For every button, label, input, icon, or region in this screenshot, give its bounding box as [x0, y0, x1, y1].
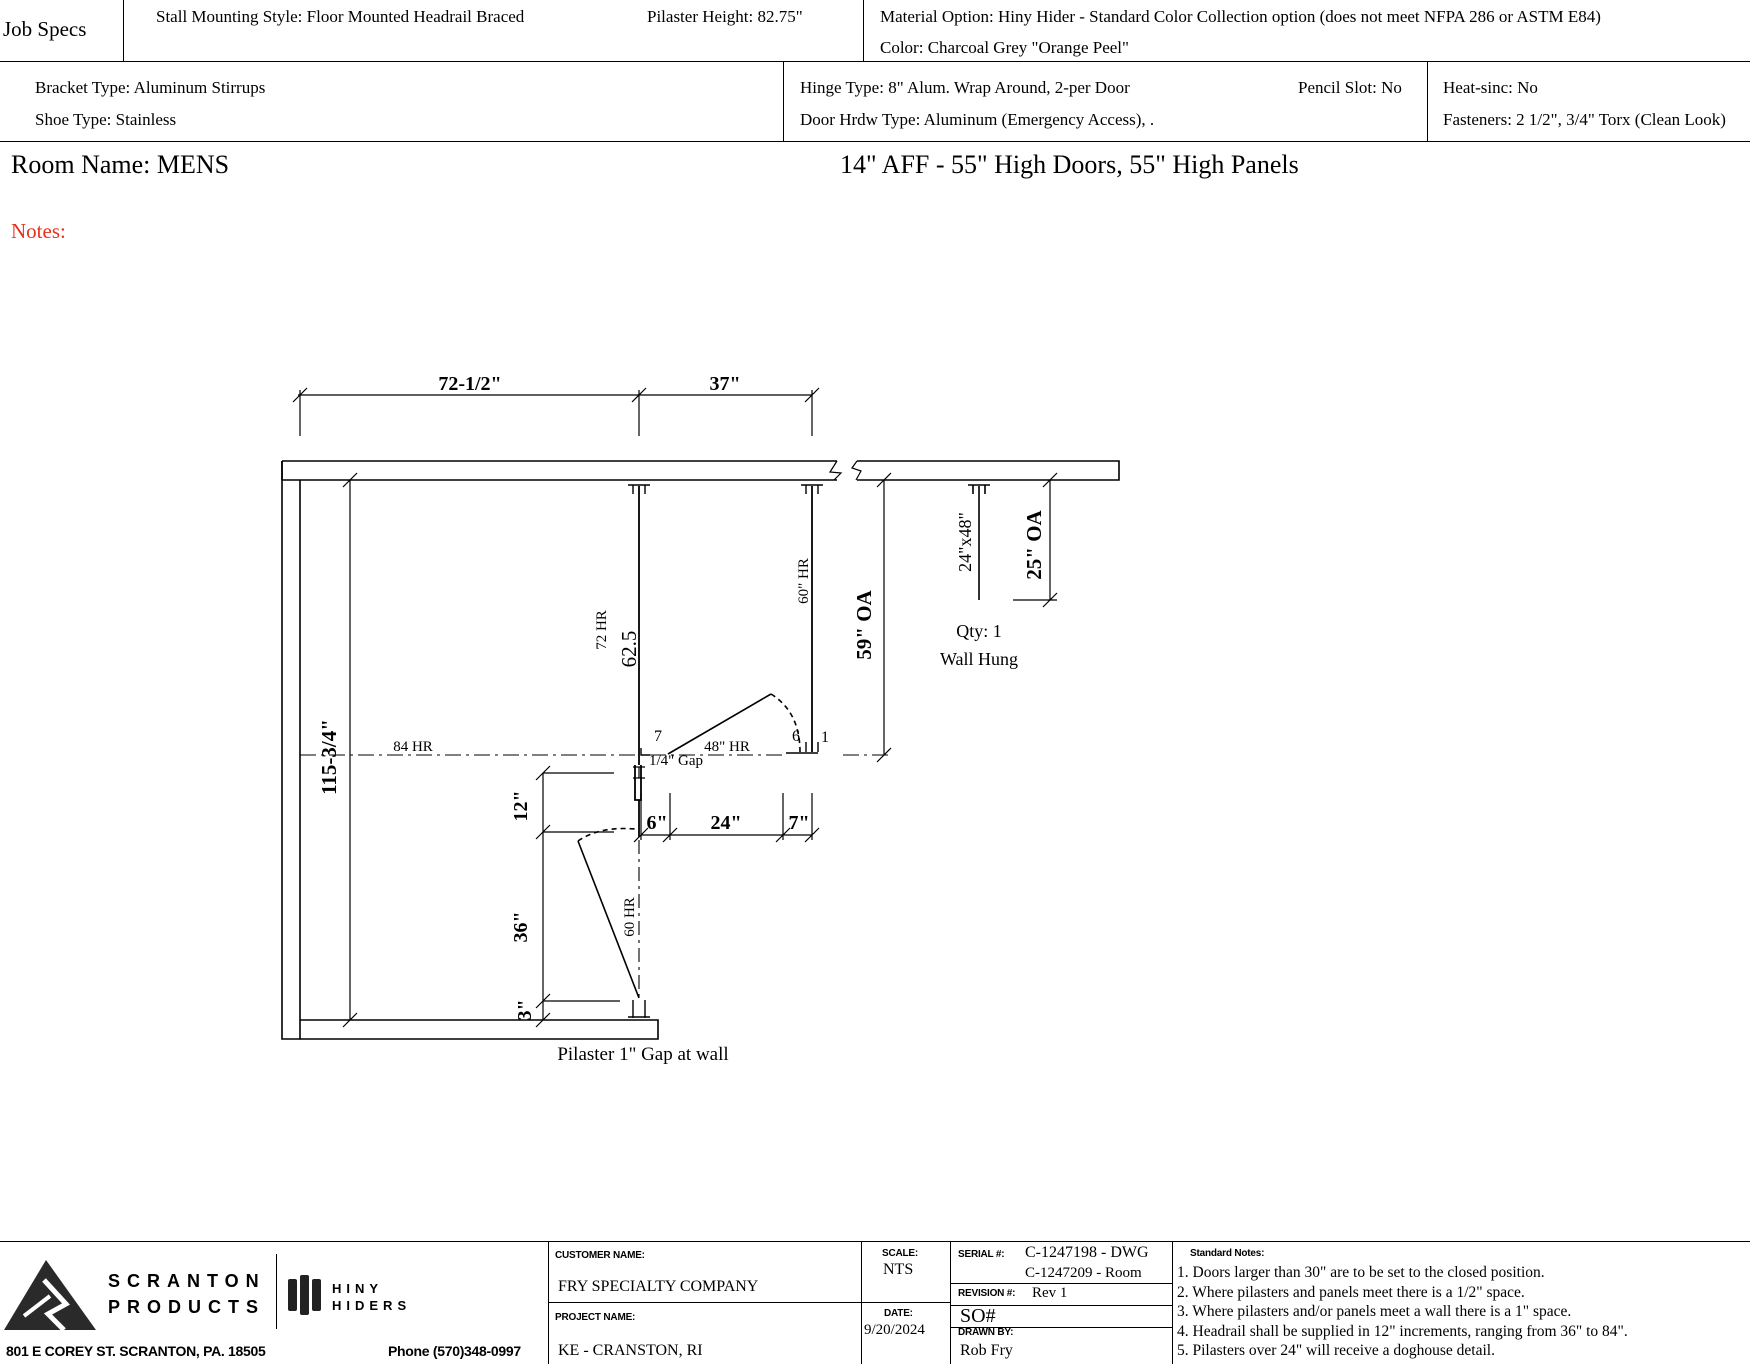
serial-room: C-1247209 - Room	[1025, 1265, 1142, 1281]
scranton-products-logo-icon	[4, 1256, 100, 1334]
room-name: Room Name: MENS	[11, 150, 230, 179]
pilaster-height: Pilaster Height: 82.75"	[647, 7, 803, 26]
company-phone: Phone (570)348-0997	[388, 1343, 521, 1359]
revision-label: REVISION #:	[958, 1288, 1016, 1299]
pilaster-72hr: 72 HR	[594, 610, 610, 650]
dim-3: 3"	[514, 999, 536, 1021]
dimension-line-12	[536, 766, 614, 839]
title-block-divider	[861, 1302, 950, 1303]
left-wall	[282, 461, 300, 1039]
customer-name: FRY SPECIALTY COMPANY	[558, 1278, 759, 1295]
title-block-divider	[950, 1283, 1172, 1284]
pilaster-foot-right	[786, 742, 818, 753]
dimension-line-top	[293, 388, 819, 436]
door-48hr: 48" HR	[704, 739, 750, 755]
drawn-by-label: DRAWN BY:	[958, 1327, 1014, 1338]
standard-notes-label: Standard Notes:	[1190, 1248, 1265, 1259]
mounting-style: Stall Mounting Style: Floor Mounted Headrail Braced	[156, 7, 525, 26]
scale-label: SCALE:	[882, 1248, 919, 1259]
dim-59-oa: 59" OA	[852, 590, 876, 660]
dim-7: 7"	[788, 812, 810, 834]
logo-divider	[276, 1254, 277, 1329]
headrail-84hr: 84 HR	[393, 739, 433, 755]
mark-7: 7	[654, 728, 662, 745]
color-spec: Color: Charcoal Grey "Orange Peel"	[880, 38, 1129, 57]
pilaster-gap-note: Pilaster 1" Gap at wall	[557, 1044, 729, 1065]
heat-sinc: Heat-sinc: No	[1443, 78, 1538, 97]
panel-62-5: 62.5	[617, 630, 641, 668]
brand-line-1: HINY	[332, 1281, 384, 1296]
title-block-divider	[1172, 1242, 1173, 1364]
dim-36: 36"	[510, 911, 532, 943]
standard-note: 1. Doors larger than 30" are to be set to the closed position.	[1177, 1264, 1545, 1281]
revision-value: Rev 1	[1032, 1285, 1068, 1301]
pilaster-foot-lower	[628, 1000, 650, 1018]
door-hardware: Door Hrdw Type: Aluminum (Emergency Access), .	[800, 110, 1155, 129]
dim-12: 12"	[510, 790, 532, 822]
pencil-slot: Pencil Slot: No	[1298, 78, 1402, 97]
dimension-line-59oa	[877, 473, 891, 762]
job-specs-label: Job Specs	[3, 17, 87, 41]
mark-6: 6	[792, 728, 800, 745]
dimension-line-left	[343, 473, 357, 1027]
hiny-hiders-logo-icon	[288, 1275, 322, 1315]
shoe-type: Shoe Type: Stainless	[35, 110, 177, 129]
serial-label: SERIAL #:	[958, 1249, 1005, 1260]
fasteners: Fasteners: 2 1/2", 3/4" Torx (Clean Look)	[1443, 110, 1726, 129]
scale-value: NTS	[883, 1261, 914, 1278]
material-option: Material Option: Hiny Hider - Standard Color Collection option (does not meet NFPA 286 or ASTM E84)	[880, 7, 1601, 26]
dim-25-oa: 25" OA	[1022, 510, 1046, 580]
urinal-mount: Wall Hung	[939, 649, 1019, 669]
dim-24: 24"	[710, 812, 742, 834]
standard-note: 2. Where pilasters and panels meet there is a 1/2" space.	[1177, 1283, 1525, 1301]
dim-115-3-4: 115-3/4"	[317, 719, 341, 795]
dim-37: 37"	[709, 373, 741, 395]
project-name-label: PROJECT NAME:	[555, 1312, 636, 1323]
customer-name-label: CUSTOMER NAME:	[555, 1250, 645, 1261]
company-address: 801 E COREY ST. SCRANTON, PA. 18505	[6, 1343, 266, 1359]
panel-60hr-right: 60" HR	[796, 558, 812, 604]
title-block-divider	[950, 1242, 951, 1364]
standard-note: 5. Pilasters over 24" will receive a doghouse detail.	[1177, 1342, 1495, 1359]
lower-60hr: 60 HR	[622, 897, 638, 937]
urinal-qty: Qty: 1	[956, 621, 1002, 641]
room-heights: 14" AFF - 55" High Doors, 55" High Panels	[840, 150, 1299, 179]
notes-label: Notes:	[11, 219, 66, 243]
urinal-screen-size: 24"x48"	[955, 512, 975, 572]
gap-quarter: 1/4" Gap	[648, 753, 704, 769]
company-line-2: PRODUCTS	[108, 1297, 266, 1317]
company-line-1: SCRANTON	[108, 1271, 266, 1291]
dimension-line-3	[536, 1001, 620, 1027]
standard-note: 4. Headrail shall be supplied in 12" increments, ranging from 36" to 84".	[1177, 1322, 1628, 1340]
so-number: SO#	[960, 1305, 996, 1327]
title-block-divider	[548, 1242, 549, 1364]
standard-notes-list	[1177, 1263, 1628, 1361]
wall-break-symbol	[830, 461, 861, 480]
bottom-panel	[300, 1020, 658, 1039]
project-name: KE - CRANSTON, RI	[558, 1342, 703, 1359]
brand-line-2: HIDERS	[332, 1298, 412, 1313]
door-swing-arc-lower	[578, 829, 635, 842]
dim-72-1-2: 72-1/2"	[438, 373, 502, 395]
title-block-divider	[861, 1242, 862, 1364]
hinge-type: Hinge Type: 8" Alum. Wrap Around, 2-per Door	[800, 78, 1130, 97]
dim-6: 6"	[646, 812, 668, 834]
back-wall	[282, 461, 1119, 480]
date-label: DATE:	[884, 1308, 913, 1319]
title-block-top-border	[0, 1241, 1750, 1242]
dimension-line-36	[536, 832, 614, 1008]
bracket-type: Bracket Type: Aluminum Stirrups	[35, 78, 266, 97]
serial-dwg: C-1247198 - DWG	[1025, 1244, 1149, 1261]
standard-note: 3. Where pilasters and/or panels meet a wall there is a 1" space.	[1177, 1303, 1572, 1320]
mark-1: 1	[821, 729, 829, 746]
drawn-by: Rob Fry	[960, 1342, 1013, 1359]
title-block-divider	[548, 1302, 861, 1303]
date-value: 9/20/2024	[864, 1322, 925, 1338]
